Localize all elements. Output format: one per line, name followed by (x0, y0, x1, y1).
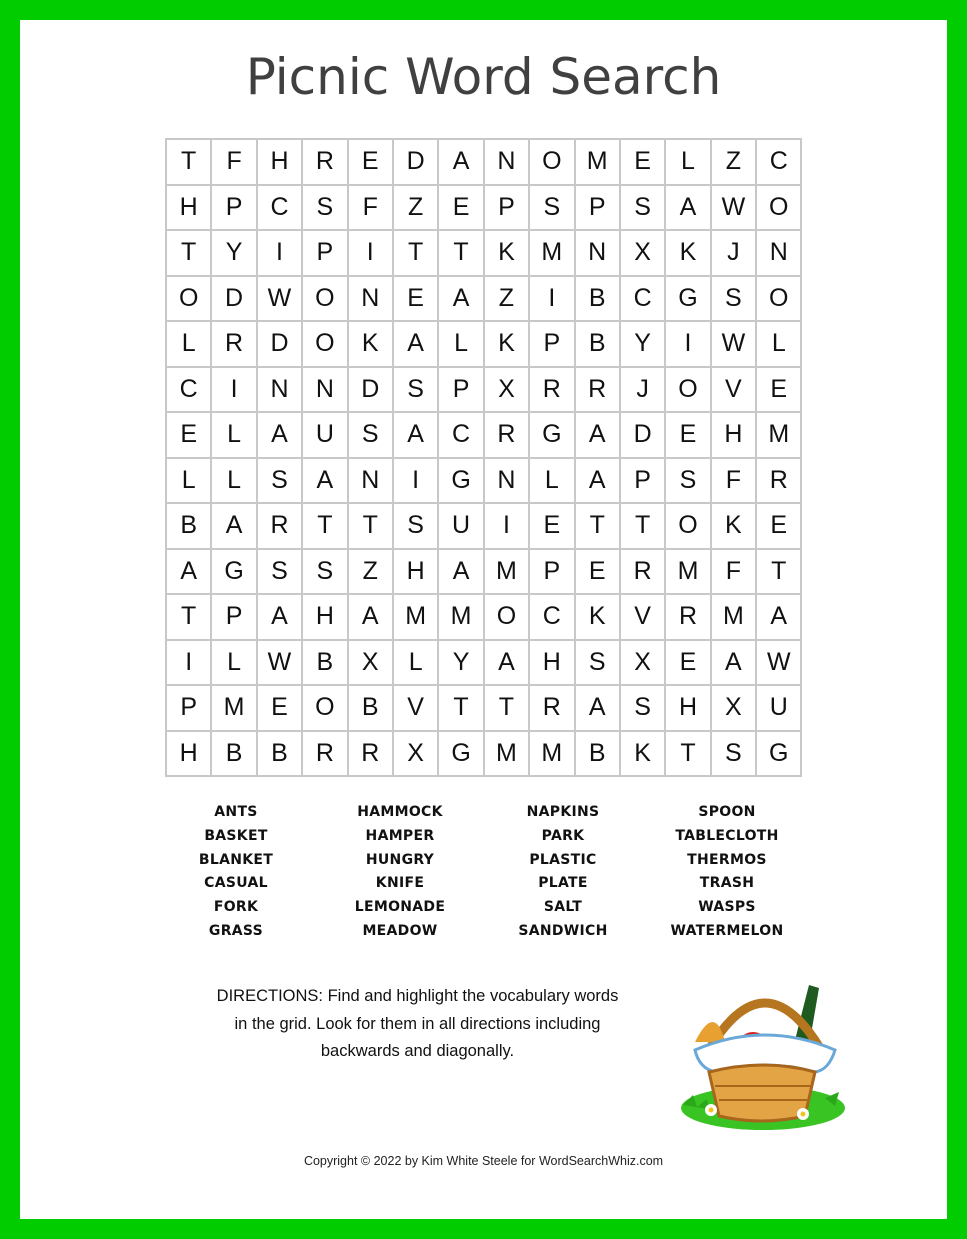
grid-cell[interactable]: T (485, 686, 530, 732)
grid-cell[interactable]: L (394, 641, 439, 687)
grid-cell[interactable]: C (167, 368, 212, 414)
grid-cell[interactable]: A (394, 322, 439, 368)
page-title: Picnic Word Search (245, 48, 722, 106)
grid-cell[interactable]: L (212, 413, 257, 459)
word-item: SANDWICH (518, 922, 608, 939)
grid-cell[interactable]: R (530, 368, 575, 414)
grid-cell[interactable]: T (439, 686, 484, 732)
grid-cell[interactable]: A (576, 459, 621, 505)
grid-cell[interactable]: B (576, 322, 621, 368)
grid-cell[interactable]: R (303, 732, 348, 778)
grid-cell[interactable]: E (439, 186, 484, 232)
grid-cell[interactable]: A (258, 595, 303, 641)
grid-cell[interactable]: U (757, 686, 802, 732)
grid-cell[interactable]: N (485, 140, 530, 186)
grid-cell[interactable]: R (485, 413, 530, 459)
grid-cell[interactable]: O (485, 595, 530, 641)
word-item: LEMONADE (354, 899, 446, 916)
grid-cell[interactable]: K (485, 322, 530, 368)
grid-cell[interactable]: I (530, 277, 575, 323)
grid-cell[interactable]: N (349, 277, 394, 323)
grid-cell[interactable]: I (258, 231, 303, 277)
grid-cell[interactable]: M (212, 686, 257, 732)
grid-cell[interactable]: D (349, 368, 394, 414)
grid-cell[interactable]: W (712, 322, 757, 368)
grid-cell[interactable]: S (712, 732, 757, 778)
grid-cell[interactable]: P (485, 186, 530, 232)
grid-cell[interactable]: K (712, 504, 757, 550)
grid-cell[interactable]: M (530, 732, 575, 778)
grid-cell[interactable]: G (666, 277, 711, 323)
grid-cell[interactable]: W (757, 641, 802, 687)
grid-cell[interactable]: T (349, 504, 394, 550)
grid-cell[interactable]: E (576, 550, 621, 596)
word-item: THERMOS (687, 851, 767, 868)
grid-cell[interactable]: Y (621, 322, 666, 368)
grid-cell[interactable]: S (712, 277, 757, 323)
grid-cell[interactable]: A (258, 413, 303, 459)
grid-cell[interactable]: K (621, 732, 666, 778)
grid-cell[interactable]: G (439, 459, 484, 505)
grid-cell[interactable]: H (167, 732, 212, 778)
grid-cell[interactable]: V (394, 686, 439, 732)
grid-cell[interactable]: O (303, 277, 348, 323)
grid-cell[interactable]: T (167, 140, 212, 186)
grid-cell[interactable]: J (621, 368, 666, 414)
grid-cell[interactable]: K (576, 595, 621, 641)
word-item: PLASTIC (529, 851, 597, 868)
grid-cell[interactable]: R (303, 140, 348, 186)
grid-cell[interactable]: L (212, 641, 257, 687)
grid-cell[interactable]: H (167, 186, 212, 232)
grid-cell[interactable]: O (530, 140, 575, 186)
grid-cell[interactable]: P (212, 595, 257, 641)
grid-cell[interactable]: S (394, 368, 439, 414)
grid-cell[interactable]: E (349, 140, 394, 186)
grid-cell[interactable]: M (530, 231, 575, 277)
grid-cell[interactable]: P (576, 186, 621, 232)
word-item: TRASH (699, 875, 755, 892)
grid-cell[interactable]: D (212, 277, 257, 323)
grid-cell[interactable]: I (212, 368, 257, 414)
grid-cell[interactable]: V (712, 368, 757, 414)
grid-cell[interactable]: S (258, 550, 303, 596)
grid-cell[interactable]: F (712, 459, 757, 505)
grid-cell[interactable]: K (666, 231, 711, 277)
grid-cell[interactable]: L (167, 459, 212, 505)
word-item: HUNGRY (365, 851, 435, 868)
grid-cell[interactable]: R (576, 368, 621, 414)
word-item: PLATE (538, 875, 588, 892)
word-item: GRASS (208, 922, 264, 939)
word-item: WASPS (698, 899, 756, 916)
grid-cell[interactable]: U (303, 413, 348, 459)
grid-cell[interactable]: A (439, 277, 484, 323)
grid-cell[interactable]: B (576, 277, 621, 323)
grid-cell[interactable]: X (394, 732, 439, 778)
grid-cell[interactable]: P (530, 550, 575, 596)
grid-cell[interactable]: E (621, 140, 666, 186)
grid-cell[interactable]: D (394, 140, 439, 186)
grid-cell[interactable]: A (349, 595, 394, 641)
grid-cell[interactable]: A (439, 550, 484, 596)
grid-cell[interactable]: P (621, 459, 666, 505)
grid-cell[interactable]: R (212, 322, 257, 368)
grid-cell[interactable]: S (576, 641, 621, 687)
grid-cell[interactable]: E (258, 686, 303, 732)
grid-cell[interactable]: P (530, 322, 575, 368)
grid-cell[interactable]: C (621, 277, 666, 323)
grid-cell[interactable]: S (666, 459, 711, 505)
grid-cell[interactable]: T (167, 231, 212, 277)
grid-cell[interactable]: E (530, 504, 575, 550)
word-item: ANTS (214, 804, 258, 820)
grid-cell[interactable]: W (258, 277, 303, 323)
grid-cell[interactable]: Y (212, 231, 257, 277)
grid-cell[interactable]: P (303, 231, 348, 277)
grid-cell[interactable]: A (576, 686, 621, 732)
grid-cell[interactable]: H (666, 686, 711, 732)
grid-cell[interactable]: O (666, 368, 711, 414)
grid-cell[interactable]: A (666, 186, 711, 232)
grid-cell[interactable]: A (167, 550, 212, 596)
grid-cell[interactable]: T (394, 231, 439, 277)
grid-cell[interactable]: X (349, 641, 394, 687)
grid-cell[interactable]: K (349, 322, 394, 368)
grid-cell[interactable]: Z (394, 186, 439, 232)
grid-cell[interactable]: N (576, 231, 621, 277)
grid-cell[interactable]: Z (712, 140, 757, 186)
grid-cell[interactable]: H (530, 641, 575, 687)
grid-cell[interactable]: B (258, 732, 303, 778)
grid-cell[interactable]: R (666, 595, 711, 641)
grid-cell[interactable]: H (394, 550, 439, 596)
letter-grid (165, 138, 802, 777)
grid-cell[interactable]: M (666, 550, 711, 596)
grid-cell[interactable]: M (439, 595, 484, 641)
grid-cell[interactable]: Z (349, 550, 394, 596)
grid-cell[interactable]: Z (485, 277, 530, 323)
grid-cell[interactable]: L (167, 322, 212, 368)
grid-cell[interactable]: M (394, 595, 439, 641)
grid-cell[interactable]: D (621, 413, 666, 459)
grid-cell[interactable]: S (258, 459, 303, 505)
grid-cell[interactable]: J (712, 231, 757, 277)
grid-cell[interactable]: X (485, 368, 530, 414)
grid-cell[interactable]: X (712, 686, 757, 732)
grid-cell[interactable]: O (303, 686, 348, 732)
grid-cell[interactable]: E (394, 277, 439, 323)
grid-cell[interactable]: B (167, 504, 212, 550)
grid-cell[interactable]: N (485, 459, 530, 505)
grid-cell[interactable]: S (621, 186, 666, 232)
grid-cell[interactable]: N (303, 368, 348, 414)
grid-cell[interactable]: G (530, 413, 575, 459)
grid-cell[interactable]: C (530, 595, 575, 641)
grid-cell[interactable]: O (757, 277, 802, 323)
grid-cell[interactable]: N (757, 231, 802, 277)
grid-cell[interactable]: P (439, 368, 484, 414)
grid-cell[interactable]: I (167, 641, 212, 687)
grid-cell[interactable]: I (349, 231, 394, 277)
grid-cell[interactable]: F (212, 140, 257, 186)
grid-cell[interactable]: T (666, 732, 711, 778)
word-item: CASUAL (204, 875, 268, 892)
grid-cell[interactable]: S (621, 686, 666, 732)
word-item: BASKET (204, 827, 268, 844)
grid-cell[interactable]: W (258, 641, 303, 687)
word-item: SPOON (698, 804, 756, 820)
directions-line: DIRECTIONS: Find and highlight the vocabulary words (216, 987, 619, 1005)
grid-cell[interactable]: U (439, 504, 484, 550)
grid-cell[interactable]: R (621, 550, 666, 596)
word-item: FORK (213, 899, 259, 916)
grid-cell[interactable]: R (757, 459, 802, 505)
word-item: HAMMOCK (357, 804, 443, 820)
grid-cell[interactable]: L (757, 322, 802, 368)
word-item: KNIFE (375, 875, 425, 892)
grid-cell[interactable]: G (757, 732, 802, 778)
grid-cell[interactable]: D (258, 322, 303, 368)
word-item: BLANKET (198, 851, 274, 868)
grid-cell[interactable]: I (666, 322, 711, 368)
grid-cell[interactable]: S (349, 413, 394, 459)
grid-cell[interactable]: G (212, 550, 257, 596)
grid-cell[interactable]: F (349, 186, 394, 232)
grid-cell[interactable]: M (712, 595, 757, 641)
word-item: PARK (541, 827, 585, 844)
grid-cell[interactable]: P (167, 686, 212, 732)
grid-cell[interactable]: A (303, 459, 348, 505)
grid-cell[interactable]: I (485, 504, 530, 550)
grid-cell[interactable]: A (394, 413, 439, 459)
grid-cell[interactable]: P (212, 186, 257, 232)
grid-cell[interactable]: O (167, 277, 212, 323)
grid-cell[interactable]: A (212, 504, 257, 550)
grid-cell[interactable]: T (621, 504, 666, 550)
grid-cell[interactable]: X (621, 641, 666, 687)
grid-cell[interactable]: N (258, 368, 303, 414)
word-item: TABLECLOTH (675, 827, 779, 844)
grid-cell[interactable]: E (757, 368, 802, 414)
grid-cell[interactable]: T (167, 595, 212, 641)
grid-cell[interactable]: M (485, 732, 530, 778)
grid-cell[interactable]: S (394, 504, 439, 550)
directions-line: in the grid. Look for them in all directions including (234, 1014, 601, 1033)
grid-cell[interactable]: E (666, 641, 711, 687)
word-item: HAMPER (365, 827, 435, 844)
grid-cell[interactable]: T (576, 504, 621, 550)
grid-cell[interactable]: M (485, 550, 530, 596)
grid-cell[interactable]: T (439, 231, 484, 277)
grid-cell[interactable]: E (666, 413, 711, 459)
grid-cell[interactable]: B (576, 732, 621, 778)
grid-cell[interactable]: M (576, 140, 621, 186)
grid-cell[interactable]: A (712, 641, 757, 687)
grid-cell[interactable]: V (621, 595, 666, 641)
grid-cell[interactable]: A (485, 641, 530, 687)
grid-cell[interactable]: B (349, 686, 394, 732)
grid-cell[interactable]: R (258, 504, 303, 550)
grid-cell[interactable]: N (349, 459, 394, 505)
directions-line: backwards and diagonally. (320, 1042, 515, 1060)
grid-cell[interactable]: B (303, 641, 348, 687)
directions (180, 983, 655, 1066)
grid-cell[interactable]: I (394, 459, 439, 505)
word-item: SALT (543, 899, 583, 916)
grid-cell[interactable]: A (576, 413, 621, 459)
grid-cell[interactable]: C (757, 140, 802, 186)
grid-cell[interactable]: O (757, 186, 802, 232)
grid-cell[interactable]: B (212, 732, 257, 778)
grid-cell[interactable]: W (712, 186, 757, 232)
grid-cell[interactable]: F (712, 550, 757, 596)
grid-cell[interactable]: H (712, 413, 757, 459)
word-column (627, 801, 827, 944)
grid-cell[interactable]: S (530, 186, 575, 232)
grid-cell[interactable]: S (303, 550, 348, 596)
copyright-text: Copyright © 2022 by Kim White Steele for WordSearchWhiz.com (303, 1154, 664, 1168)
grid-cell[interactable]: T (757, 550, 802, 596)
grid-cell[interactable]: C (258, 186, 303, 232)
word-item: MEADOW (362, 922, 438, 939)
grid-cell[interactable]: R (530, 686, 575, 732)
grid-cell[interactable]: H (258, 140, 303, 186)
grid-cell[interactable]: L (439, 322, 484, 368)
picnic-basket-illustration (675, 980, 855, 1140)
grid-cell[interactable]: H (303, 595, 348, 641)
grid-cell[interactable]: R (349, 732, 394, 778)
grid-cell[interactable]: G (439, 732, 484, 778)
grid-cell[interactable]: C (439, 413, 484, 459)
grid-cell[interactable]: O (303, 322, 348, 368)
grid-cell[interactable]: L (666, 140, 711, 186)
grid-cell[interactable]: T (303, 504, 348, 550)
grid-cell[interactable]: M (757, 413, 802, 459)
grid-cell[interactable]: E (167, 413, 212, 459)
grid-cell[interactable]: S (303, 186, 348, 232)
word-item: NAPKINS (526, 804, 600, 820)
grid-cell[interactable]: Y (439, 641, 484, 687)
grid-cell[interactable]: X (621, 231, 666, 277)
word-item: WATERMELON (670, 922, 784, 939)
grid-cell[interactable]: L (212, 459, 257, 505)
grid-cell[interactable]: A (439, 140, 484, 186)
grid-cell[interactable]: L (530, 459, 575, 505)
grid-cell[interactable]: E (757, 504, 802, 550)
grid-cell[interactable]: A (757, 595, 802, 641)
grid-cell[interactable]: K (485, 231, 530, 277)
grid-cell[interactable]: O (666, 504, 711, 550)
